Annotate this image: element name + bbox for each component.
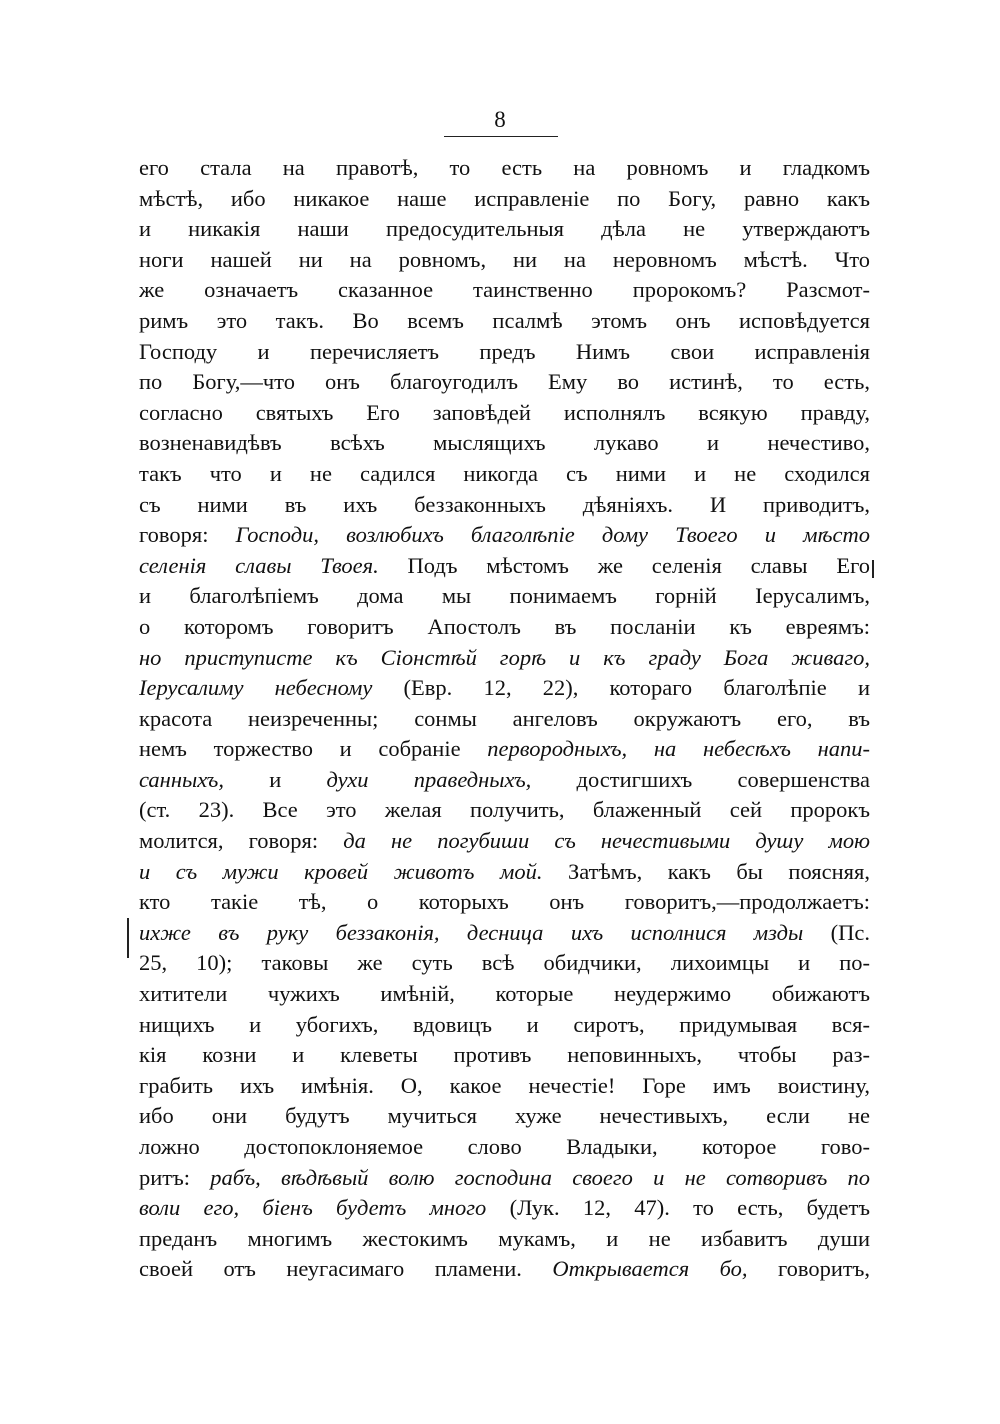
text-segment: ноги нашей ни на ровномъ, ни на неровномъ мѣстѣ. Что — [139, 246, 870, 272]
text-line — [139, 490, 870, 521]
text-segment: нищихъ и убогихъ, вдовицъ и сиротъ, придумывая вся- — [139, 1011, 870, 1037]
text-segment: такъ что и не садился никогда съ ними и не сходился — [139, 460, 870, 486]
text-segment: о которомъ говоритъ Апостолъ въ посланіи къ евреямъ: — [139, 613, 870, 639]
text-segment: своей отъ неугасимаго пламени. — [139, 1256, 553, 1282]
text-segment: говоритъ, — [747, 1256, 870, 1282]
italic-quote: но приступисте къ Сіонстѣй горѣ и къ граду Бога живаго, — [139, 644, 870, 670]
page-number: 8 — [494, 107, 506, 132]
text-segment: хитители чужихъ имѣній, которые неудержимо обижаютъ — [139, 981, 870, 1007]
text-segment: Подъ мѣстомъ же селенія славы Его — [378, 552, 870, 578]
text-line — [139, 1193, 870, 1224]
body-text — [139, 153, 870, 1285]
text-line — [139, 1163, 870, 1194]
text-segment: и никакія наши предосудительныя дѣла не утверждаютъ — [139, 216, 870, 242]
text-line — [139, 551, 870, 582]
text-line — [139, 887, 870, 918]
text-line — [139, 918, 870, 949]
text-line — [139, 398, 870, 429]
text-segment: (Пс. — [803, 919, 870, 945]
text-line — [139, 979, 870, 1010]
text-segment: ибо они будутъ мучиться хуже нечестивыхъ, если не — [139, 1103, 870, 1129]
text-segment: грабить ихъ имѣнія. О, какое нечестіе! Горе имъ воистину, — [139, 1072, 870, 1098]
text-line — [139, 459, 870, 490]
text-line — [139, 184, 870, 215]
text-line — [139, 1040, 870, 1071]
text-line — [139, 765, 870, 796]
text-line — [139, 704, 870, 735]
text-segment: и — [223, 766, 327, 792]
text-line — [139, 581, 870, 612]
italic-quote: и съ мужи кровей животъ мой. — [139, 858, 543, 884]
italic-quote: селенія славы Твоея. — [139, 552, 379, 578]
text-line — [139, 795, 870, 826]
text-segment: возненавидѣвъ всѣхъ мыслящихъ лукаво и нечестиво, — [139, 430, 870, 456]
text-segment: (ст. 23). Все это желая получить, блаженный сей пророкъ — [139, 797, 870, 823]
text-line — [139, 734, 870, 765]
text-line — [139, 1010, 870, 1041]
text-segment: согласно святыхъ Его заповѣдей исполнялъ всякую правду, — [139, 399, 870, 425]
text-segment: по Богу,—что онъ благоугодилъ Ему во истинѣ, то есть, — [139, 369, 870, 395]
text-segment: достигшихъ совершенства — [531, 766, 870, 792]
text-segment: 25, 10); таковы же суть всѣ обидчики, лихоимцы и по- — [139, 950, 870, 976]
italic-quote: духи праведныхъ, — [326, 766, 532, 792]
text-segment: съ ними въ ихъ беззаконныхъ дѣяніяхъ. И приводитъ, — [139, 491, 870, 517]
text-line — [139, 612, 870, 643]
text-line — [139, 428, 870, 459]
italic-quote: санныхъ, — [139, 766, 224, 792]
page-number-rule — [444, 136, 558, 137]
margin-mark-right — [872, 560, 874, 578]
text-line — [139, 275, 870, 306]
text-line — [139, 1101, 870, 1132]
text-line — [139, 948, 870, 979]
text-segment: мѣстѣ, ибо никакое наше исправленіе по Богу, равно какъ — [139, 185, 870, 211]
italic-quote: воли его, біенъ будетъ много — [139, 1195, 487, 1221]
text-line — [139, 214, 870, 245]
text-line — [139, 245, 870, 276]
text-line — [139, 1071, 870, 1102]
text-segment: кія козни и клеветы противъ неповинныхъ, чтобы раз- — [139, 1042, 870, 1068]
text-line — [139, 1224, 870, 1255]
italic-quote: ихже въ руку беззаконія, десница ихъ исполнися мзды — [139, 919, 804, 945]
italic-quote: первородныхъ, на небесѣхъ напи- — [487, 736, 870, 762]
margin-mark-left — [127, 918, 129, 958]
text-segment: красота неизреченны; сонмы ангеловъ окружаютъ его, въ — [139, 705, 870, 731]
text-line — [139, 1254, 870, 1285]
italic-quote: Іерусалиму небесному — [139, 675, 373, 701]
text-line — [139, 367, 870, 398]
italic-quote: рабъ, вѣдѣвый волю господина своего и не сотворивъ по — [210, 1164, 870, 1190]
text-segment: же означаетъ сказанное таинственно пророкомъ? Разсмот- — [139, 277, 870, 303]
text-line — [139, 306, 870, 337]
text-segment: его стала на правотѣ, то есть на ровномъ и гладкомъ — [139, 155, 870, 180]
italic-quote: Открывается бо, — [552, 1256, 748, 1282]
text-segment: (Лук. 12, 47). то есть, будетъ — [486, 1195, 870, 1221]
text-line — [139, 857, 870, 888]
text-segment: говоря: — [139, 522, 236, 548]
text-segment: Господу и перечисляетъ предъ Нимъ свои исправленія — [139, 338, 870, 364]
text-line — [139, 643, 870, 674]
text-segment: ложно достопоклоняемое слово Владыки, которое гово- — [139, 1134, 870, 1159]
text-segment: римъ это такъ. Во всемъ псалмѣ этомъ онъ исповѣдуется — [139, 307, 870, 333]
text-segment: и благолѣпіемъ дома мы понимаемъ горній Іерусалимъ, — [139, 583, 870, 609]
italic-quote: Господи, возлюбихъ благолѣпіе дому Твоего и мѣсто — [235, 522, 870, 548]
text-segment: молится, говоря: — [139, 828, 344, 854]
text-segment: немъ торжество и собраніе — [139, 736, 488, 762]
text-segment: кто такіе тѣ, о которыхъ онъ говоритъ,—продолжаетъ: — [139, 889, 870, 915]
text-segment: ритъ: — [139, 1164, 211, 1190]
text-segment: преданъ многимъ жестокимъ мукамъ, и не избавитъ души — [139, 1225, 870, 1251]
text-line — [139, 826, 870, 857]
text-line — [139, 520, 870, 551]
italic-quote: да не погубиши съ нечестивыми душу мою — [343, 828, 870, 854]
text-line — [139, 673, 870, 704]
text-line — [139, 1132, 870, 1163]
text-line — [139, 337, 870, 368]
text-line — [139, 153, 870, 184]
text-segment: Затѣмъ, какъ бы поясняя, — [542, 858, 870, 884]
text-segment: (Евр. 12, 22), котораго благолѣпіе и — [372, 675, 870, 701]
